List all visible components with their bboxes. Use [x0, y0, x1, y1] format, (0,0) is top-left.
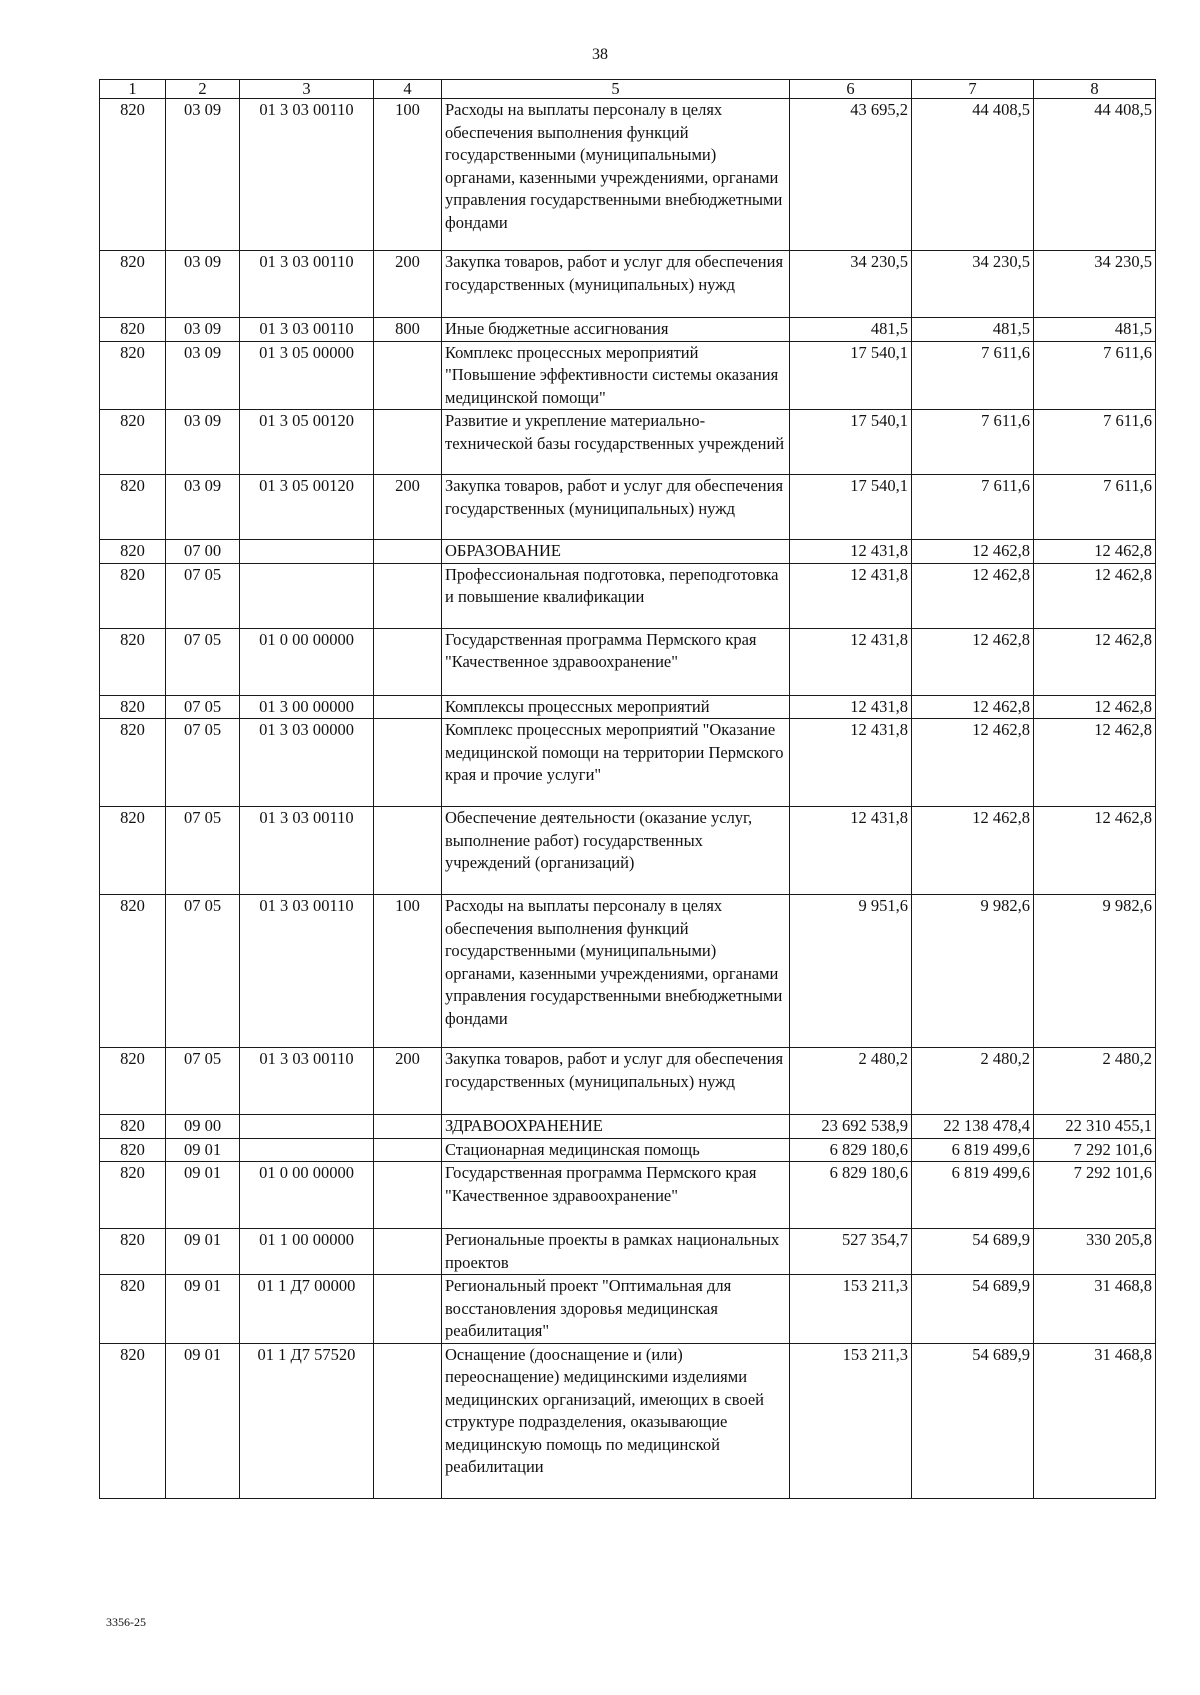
- section-code-cell: 03 09: [166, 341, 240, 410]
- target-article-cell: 01 3 05 00000: [240, 341, 374, 410]
- table-row: [100, 99, 1156, 251]
- amount-col8-cell: 12 462,8: [1034, 695, 1156, 719]
- column-header: 5: [442, 80, 790, 99]
- ministry-code-cell: 820: [100, 1229, 166, 1275]
- amount-col6-cell: 12 431,8: [790, 540, 912, 564]
- amount-col6-cell: 34 230,5: [790, 251, 912, 318]
- ministry-code-cell: 820: [100, 1138, 166, 1162]
- ministry-code-cell: 820: [100, 1048, 166, 1115]
- amount-col8-cell: 2 480,2: [1034, 1048, 1156, 1115]
- section-code-cell: 09 01: [166, 1343, 240, 1498]
- amount-col6-cell: 23 692 538,9: [790, 1115, 912, 1139]
- target-article-cell: 01 3 05 00120: [240, 410, 374, 475]
- amount-col6-cell: 17 540,1: [790, 341, 912, 410]
- target-article-cell: 01 0 00 00000: [240, 628, 374, 695]
- target-article-cell: 01 3 03 00110: [240, 99, 374, 251]
- amount-col7-cell: 54 689,9: [912, 1343, 1034, 1498]
- item-name-cell: ЗДРАВООХРАНЕНИЕ: [442, 1115, 790, 1139]
- item-name-cell: Иные бюджетные ассигнования: [442, 318, 790, 342]
- ministry-code-cell: 820: [100, 628, 166, 695]
- table-row: [100, 628, 1156, 695]
- item-name-cell: Закупка товаров, работ и услуг для обеспечения государственных (муниципальных) нужд: [442, 251, 790, 318]
- ministry-code-cell: 820: [100, 410, 166, 475]
- ministry-code-cell: 820: [100, 318, 166, 342]
- expense-type-cell: 100: [374, 895, 442, 1048]
- table-row: [100, 1229, 1156, 1275]
- section-code-cell: 07 00: [166, 540, 240, 564]
- section-code-cell: 03 09: [166, 410, 240, 475]
- amount-col7-cell: 12 462,8: [912, 807, 1034, 895]
- amount-col6-cell: 2 480,2: [790, 1048, 912, 1115]
- section-code-cell: 07 05: [166, 719, 240, 807]
- target-article-cell: 01 1 00 00000: [240, 1229, 374, 1275]
- amount-col6-cell: 12 431,8: [790, 695, 912, 719]
- amount-col7-cell: 54 689,9: [912, 1275, 1034, 1344]
- amount-col7-cell: 481,5: [912, 318, 1034, 342]
- table-row: [100, 807, 1156, 895]
- amount-col8-cell: 12 462,8: [1034, 628, 1156, 695]
- amount-col7-cell: 12 462,8: [912, 719, 1034, 807]
- item-name-cell: Государственная программа Пермского края "Качественное здравоохранение": [442, 628, 790, 695]
- item-name-cell: Обеспечение деятельности (оказание услуг, выполнение работ) государственных учреждений (организаций): [442, 807, 790, 895]
- ministry-code-cell: 820: [100, 475, 166, 540]
- expense-type-cell: 100: [374, 99, 442, 251]
- target-article-cell: 01 3 00 00000: [240, 695, 374, 719]
- section-code-cell: 03 09: [166, 99, 240, 251]
- amount-col6-cell: 9 951,6: [790, 895, 912, 1048]
- target-article-cell: [240, 563, 374, 628]
- amount-col8-cell: 31 468,8: [1034, 1343, 1156, 1498]
- section-code-cell: 07 05: [166, 807, 240, 895]
- amount-col8-cell: 12 462,8: [1034, 563, 1156, 628]
- amount-col7-cell: 22 138 478,4: [912, 1115, 1034, 1139]
- expense-type-cell: [374, 1138, 442, 1162]
- amount-col8-cell: 9 982,6: [1034, 895, 1156, 1048]
- ministry-code-cell: 820: [100, 1275, 166, 1344]
- expense-type-cell: [374, 1229, 442, 1275]
- table-row: [100, 1138, 1156, 1162]
- section-code-cell: 09 01: [166, 1162, 240, 1229]
- target-article-cell: [240, 540, 374, 564]
- table-header-row: [100, 80, 1156, 99]
- item-name-cell: Региональный проект "Оптимальная для восстановления здоровья медицинская реабилитация": [442, 1275, 790, 1344]
- expense-type-cell: [374, 807, 442, 895]
- budget-table-container: [99, 79, 1156, 1499]
- amount-col6-cell: 481,5: [790, 318, 912, 342]
- item-name-cell: Стационарная медицинская помощь: [442, 1138, 790, 1162]
- amount-col6-cell: 153 211,3: [790, 1343, 912, 1498]
- expense-type-cell: [374, 1343, 442, 1498]
- ministry-code-cell: 820: [100, 563, 166, 628]
- table-row: [100, 341, 1156, 410]
- expense-type-cell: [374, 540, 442, 564]
- item-name-cell: ОБРАЗОВАНИЕ: [442, 540, 790, 564]
- column-header: 7: [912, 80, 1034, 99]
- table-row: [100, 410, 1156, 475]
- target-article-cell: [240, 1115, 374, 1139]
- expense-type-cell: [374, 1162, 442, 1229]
- section-code-cell: 07 05: [166, 1048, 240, 1115]
- expense-type-cell: 200: [374, 1048, 442, 1115]
- target-article-cell: 01 0 00 00000: [240, 1162, 374, 1229]
- target-article-cell: 01 3 03 00110: [240, 318, 374, 342]
- amount-col7-cell: 9 982,6: [912, 895, 1034, 1048]
- ministry-code-cell: 820: [100, 1343, 166, 1498]
- amount-col8-cell: 330 205,8: [1034, 1229, 1156, 1275]
- amount-col8-cell: 12 462,8: [1034, 540, 1156, 564]
- expense-type-cell: [374, 1275, 442, 1344]
- expense-type-cell: 200: [374, 251, 442, 318]
- column-header: 3: [240, 80, 374, 99]
- section-code-cell: 07 05: [166, 563, 240, 628]
- table-row: [100, 1343, 1156, 1498]
- target-article-cell: 01 3 05 00120: [240, 475, 374, 540]
- item-name-cell: Закупка товаров, работ и услуг для обеспечения государственных (муниципальных) нужд: [442, 1048, 790, 1115]
- target-article-cell: 01 3 03 00110: [240, 1048, 374, 1115]
- amount-col7-cell: 6 819 499,6: [912, 1138, 1034, 1162]
- section-code-cell: 09 01: [166, 1275, 240, 1344]
- ministry-code-cell: 820: [100, 251, 166, 318]
- section-code-cell: 07 05: [166, 695, 240, 719]
- target-article-cell: 01 1 Д7 57520: [240, 1343, 374, 1498]
- document-code: 3356-25: [106, 1615, 146, 1629]
- item-name-cell: Профессиональная подготовка, переподготовка и повышение квалификации: [442, 563, 790, 628]
- amount-col8-cell: 7 292 101,6: [1034, 1138, 1156, 1162]
- amount-col7-cell: 12 462,8: [912, 628, 1034, 695]
- amount-col7-cell: 12 462,8: [912, 540, 1034, 564]
- section-code-cell: 09 00: [166, 1115, 240, 1139]
- column-header: 1: [100, 80, 166, 99]
- table-row: [100, 318, 1156, 342]
- table-row: [100, 1162, 1156, 1229]
- section-code-cell: 09 01: [166, 1229, 240, 1275]
- amount-col7-cell: 7 611,6: [912, 475, 1034, 540]
- expense-type-cell: [374, 1115, 442, 1139]
- target-article-cell: 01 3 03 00110: [240, 251, 374, 318]
- ministry-code-cell: 820: [100, 719, 166, 807]
- section-code-cell: 03 09: [166, 318, 240, 342]
- amount-col7-cell: 12 462,8: [912, 695, 1034, 719]
- table-row: [100, 1275, 1156, 1344]
- section-code-cell: 03 09: [166, 475, 240, 540]
- amount-col8-cell: 12 462,8: [1034, 719, 1156, 807]
- amount-col6-cell: 17 540,1: [790, 475, 912, 540]
- amount-col7-cell: 54 689,9: [912, 1229, 1034, 1275]
- page-number: 38: [592, 46, 608, 63]
- amount-col6-cell: 527 354,7: [790, 1229, 912, 1275]
- table-body: [100, 99, 1156, 1499]
- item-name-cell: Развитие и укрепление материально-технической базы государственных учреждений: [442, 410, 790, 475]
- target-article-cell: [240, 1138, 374, 1162]
- amount-col7-cell: 7 611,6: [912, 410, 1034, 475]
- ministry-code-cell: 820: [100, 99, 166, 251]
- section-code-cell: 03 09: [166, 251, 240, 318]
- amount-col8-cell: 7 292 101,6: [1034, 1162, 1156, 1229]
- amount-col6-cell: 12 431,8: [790, 563, 912, 628]
- expense-type-cell: [374, 695, 442, 719]
- column-header: 2: [166, 80, 240, 99]
- expense-type-cell: 200: [374, 475, 442, 540]
- amount-col6-cell: 12 431,8: [790, 628, 912, 695]
- column-header: 6: [790, 80, 912, 99]
- table-row: [100, 251, 1156, 318]
- table-row: [100, 475, 1156, 540]
- section-code-cell: 09 01: [166, 1138, 240, 1162]
- ministry-code-cell: 820: [100, 341, 166, 410]
- item-name-cell: Комплекс процессных мероприятий "Повышение эффективности системы оказания медицинской помощи": [442, 341, 790, 410]
- amount-col8-cell: 31 468,8: [1034, 1275, 1156, 1344]
- section-code-cell: 07 05: [166, 628, 240, 695]
- amount-col6-cell: 6 829 180,6: [790, 1162, 912, 1229]
- amount-col7-cell: 34 230,5: [912, 251, 1034, 318]
- table-row: [100, 563, 1156, 628]
- amount-col8-cell: 7 611,6: [1034, 410, 1156, 475]
- target-article-cell: 01 3 03 00110: [240, 895, 374, 1048]
- amount-col6-cell: 6 829 180,6: [790, 1138, 912, 1162]
- amount-col7-cell: 6 819 499,6: [912, 1162, 1034, 1229]
- amount-col6-cell: 12 431,8: [790, 807, 912, 895]
- ministry-code-cell: 820: [100, 1115, 166, 1139]
- amount-col6-cell: 17 540,1: [790, 410, 912, 475]
- target-article-cell: 01 1 Д7 00000: [240, 1275, 374, 1344]
- amount-col8-cell: 34 230,5: [1034, 251, 1156, 318]
- section-code-cell: 07 05: [166, 895, 240, 1048]
- table-row: [100, 1115, 1156, 1139]
- amount-col7-cell: 12 462,8: [912, 563, 1034, 628]
- amount-col6-cell: 153 211,3: [790, 1275, 912, 1344]
- item-name-cell: Комплекс процессных мероприятий "Оказание медицинской помощи на территории Пермского края и прочие услуги": [442, 719, 790, 807]
- item-name-cell: Закупка товаров, работ и услуг для обеспечения государственных (муниципальных) нужд: [442, 475, 790, 540]
- table-row: [100, 895, 1156, 1048]
- amount-col7-cell: 7 611,6: [912, 341, 1034, 410]
- ministry-code-cell: 820: [100, 895, 166, 1048]
- expense-type-cell: [374, 410, 442, 475]
- amount-col6-cell: 43 695,2: [790, 99, 912, 251]
- expense-type-cell: 800: [374, 318, 442, 342]
- item-name-cell: Комплексы процессных мероприятий: [442, 695, 790, 719]
- ministry-code-cell: 820: [100, 1162, 166, 1229]
- expense-type-cell: [374, 563, 442, 628]
- item-name-cell: Государственная программа Пермского края "Качественное здравоохранение": [442, 1162, 790, 1229]
- column-header: 8: [1034, 80, 1156, 99]
- amount-col8-cell: 481,5: [1034, 318, 1156, 342]
- ministry-code-cell: 820: [100, 695, 166, 719]
- item-name-cell: Расходы на выплаты персоналу в целях обеспечения выполнения функций государственными (муниципальными) органами, казенными учреждениями, органами управления государственными внебюджетными фондами: [442, 895, 790, 1048]
- amount-col6-cell: 12 431,8: [790, 719, 912, 807]
- expense-type-cell: [374, 341, 442, 410]
- budget-table: [99, 79, 1156, 1499]
- amount-col8-cell: 12 462,8: [1034, 807, 1156, 895]
- table-row: [100, 1048, 1156, 1115]
- table-row: [100, 540, 1156, 564]
- item-name-cell: Региональные проекты в рамках национальных проектов: [442, 1229, 790, 1275]
- table-row: [100, 719, 1156, 807]
- expense-type-cell: [374, 719, 442, 807]
- amount-col8-cell: 44 408,5: [1034, 99, 1156, 251]
- target-article-cell: 01 3 03 00000: [240, 719, 374, 807]
- item-name-cell: Оснащение (дооснащение и (или) переоснащение) медицинскими изделиями медицинских организаций, имеющих в своей структуре подразделения, оказывающие медицинскую помощь по медицинской реабилитации: [442, 1343, 790, 1498]
- amount-col7-cell: 44 408,5: [912, 99, 1034, 251]
- item-name-cell: Расходы на выплаты персоналу в целях обеспечения выполнения функций государственными (муниципальными) органами, казенными учреждениями, органами управления государственными внебюджетными фондами: [442, 99, 790, 251]
- table-row: [100, 695, 1156, 719]
- ministry-code-cell: 820: [100, 807, 166, 895]
- amount-col8-cell: 7 611,6: [1034, 341, 1156, 410]
- amount-col8-cell: 7 611,6: [1034, 475, 1156, 540]
- ministry-code-cell: 820: [100, 540, 166, 564]
- amount-col8-cell: 22 310 455,1: [1034, 1115, 1156, 1139]
- amount-col7-cell: 2 480,2: [912, 1048, 1034, 1115]
- column-header: 4: [374, 80, 442, 99]
- target-article-cell: 01 3 03 00110: [240, 807, 374, 895]
- expense-type-cell: [374, 628, 442, 695]
